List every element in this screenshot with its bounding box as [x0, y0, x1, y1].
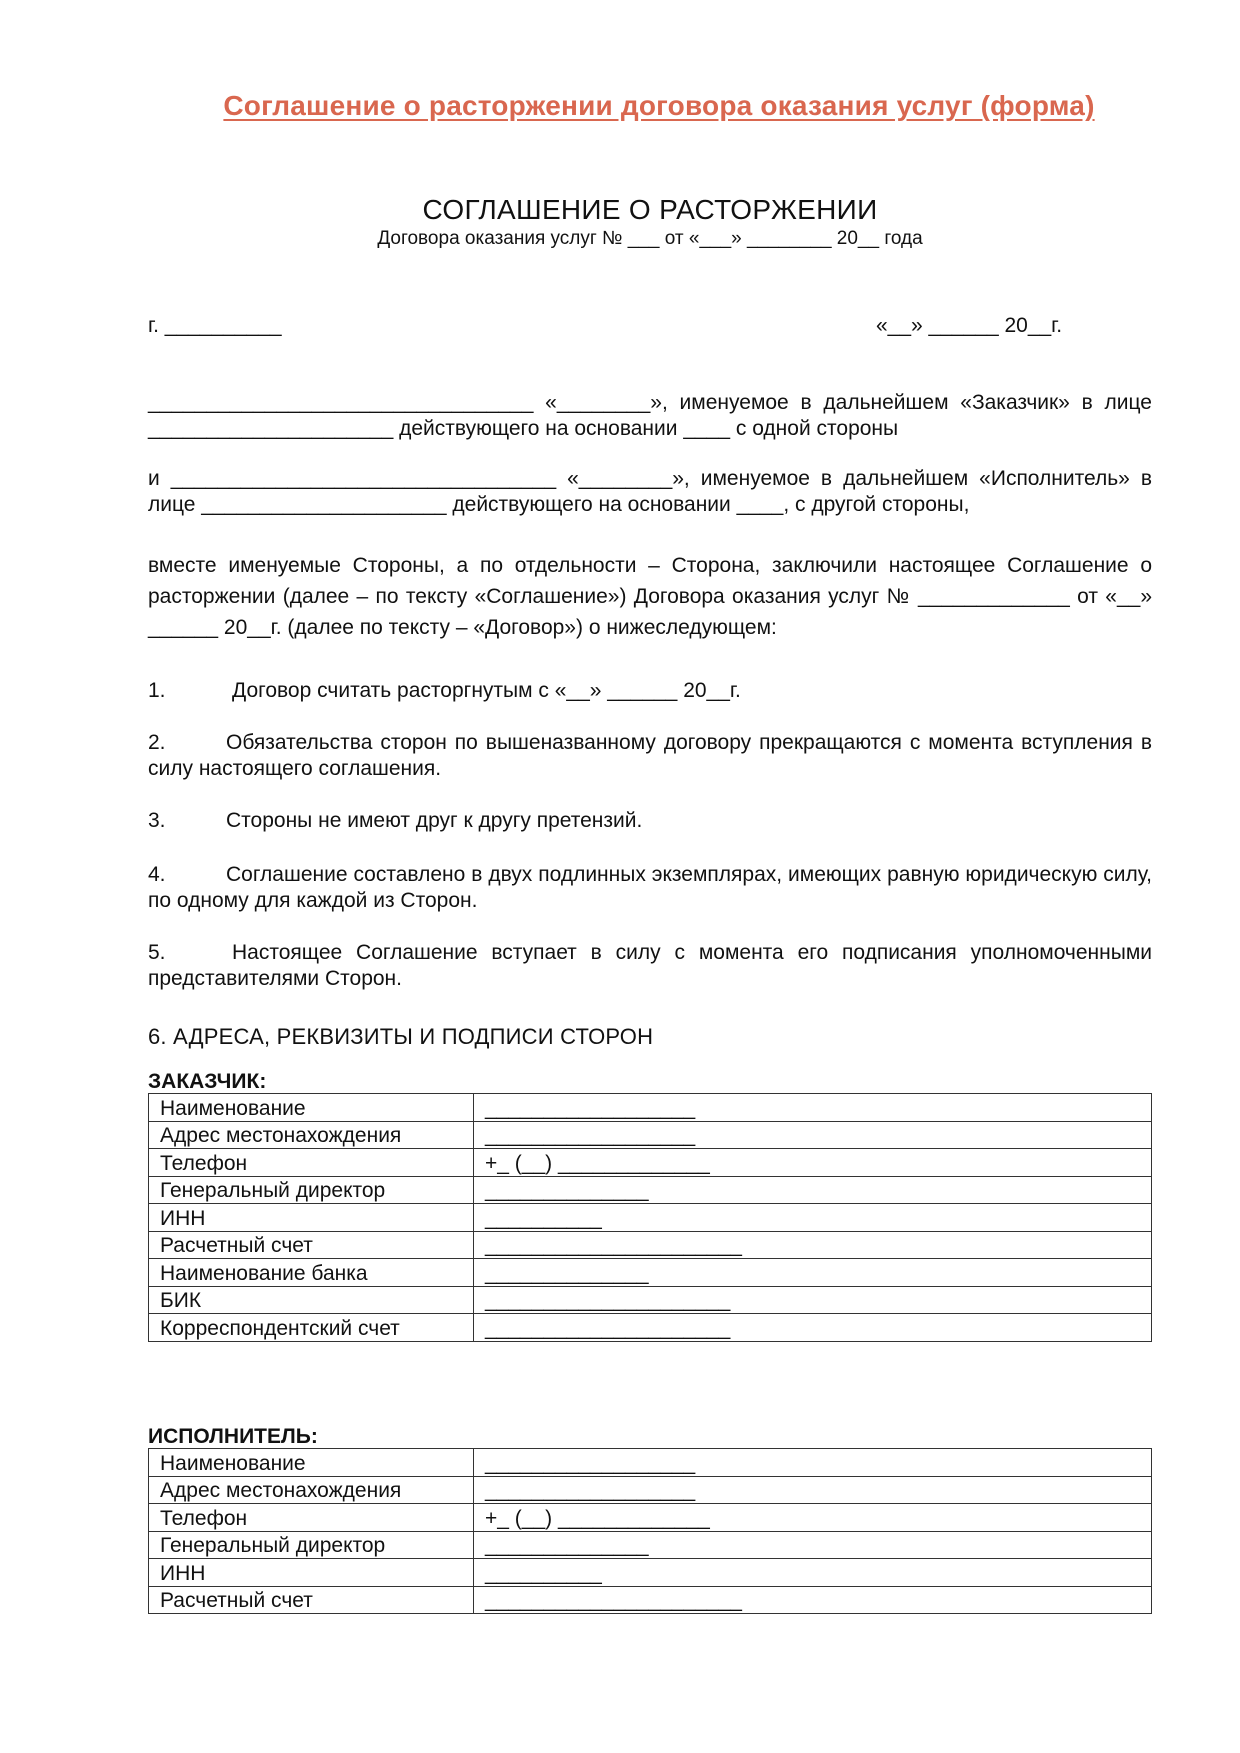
- requisite-label: БИК: [149, 1286, 474, 1314]
- requisite-label: Адрес местонахождения: [149, 1476, 474, 1504]
- table-row: [149, 1531, 1152, 1559]
- preamble-together: вместе именуемые Стороны, а по отдельности – Сторона, заключили настоящее Соглашение о расторжении (далее – по тексту «Соглашение») Договора оказания услуг № _____________ от «__» ______ 20__г. (далее по тексту – «Договор») о нижеследующем:: [148, 554, 1152, 639]
- table-row: [149, 1176, 1152, 1204]
- requisite-label: Генеральный директор: [149, 1176, 474, 1204]
- requisite-value: __________: [474, 1559, 1152, 1587]
- requisite-label: Наименование: [149, 1094, 474, 1122]
- date-field: «__» ______ 20__г.: [876, 314, 1063, 337]
- requisite-value: __________________: [474, 1476, 1152, 1504]
- clause-text: Стороны не имеют друг к другу претензий.: [226, 809, 643, 832]
- requisite-value: +_ (__) _____________: [474, 1504, 1152, 1532]
- clause-text: Обязательства сторон по вышеназванному договору прекращаются с момента вступления в силу настоящего соглашения.: [148, 731, 1152, 780]
- requisite-value: ______________: [474, 1176, 1152, 1204]
- requisite-label: Наименование банка: [149, 1259, 474, 1287]
- requisite-value: ______________: [474, 1531, 1152, 1559]
- clause-number: 5.: [148, 941, 166, 964]
- clause-text: Настоящее Соглашение вступает в силу с момента его подписания уполномоченными представителями Сторон.: [148, 941, 1152, 990]
- table-row: [149, 1559, 1152, 1587]
- clause-number: 3.: [148, 809, 166, 832]
- clause-4: [148, 862, 1152, 914]
- requisite-value: __________________: [474, 1121, 1152, 1149]
- customer-heading: ЗАКАЗЧИК:: [148, 1070, 267, 1093]
- table-row: [149, 1314, 1152, 1342]
- requisite-label: Телефон: [149, 1504, 474, 1532]
- requisite-label: ИНН: [149, 1204, 474, 1232]
- contractor-heading: ИСПОЛНИТЕЛЬ:: [148, 1425, 318, 1448]
- document-subtitle: Договора оказания услуг № ___ от «___» ________ 20__ года: [377, 228, 923, 249]
- requisite-value: __________________: [474, 1449, 1152, 1477]
- table-row: [149, 1121, 1152, 1149]
- clause-1: [148, 678, 1152, 704]
- requisite-label: Расчетный счет: [149, 1586, 474, 1614]
- requisite-value: ______________: [474, 1259, 1152, 1287]
- clause-number: 1.: [148, 679, 166, 702]
- table-row: [149, 1094, 1152, 1122]
- table-row: [149, 1231, 1152, 1259]
- requisite-value: __________: [474, 1204, 1152, 1232]
- clause-text: Договор считать расторгнутым с «__» ______ 20__г.: [232, 679, 741, 702]
- page-heading: Соглашение о расторжении договора оказания услуг (форма): [223, 90, 1095, 121]
- clause-number: 2.: [148, 731, 166, 754]
- requisite-label: Расчетный счет: [149, 1231, 474, 1259]
- customer-requisites-table: [148, 1093, 1152, 1342]
- table-row: [149, 1476, 1152, 1504]
- table-row: [149, 1204, 1152, 1232]
- clause-number: 4.: [148, 863, 166, 886]
- document-title: СОГЛАШЕНИЕ О РАСТОРЖЕНИИ: [422, 194, 878, 225]
- section-6-heading: 6. АДРЕСА, РЕКВИЗИТЫ И ПОДПИСИ СТОРОН: [148, 1024, 654, 1049]
- clause-5: [148, 940, 1152, 992]
- city-field: г. __________: [148, 314, 282, 337]
- requisite-label: Адрес местонахождения: [149, 1121, 474, 1149]
- requisite-label: Генеральный директор: [149, 1531, 474, 1559]
- table-row: [149, 1449, 1152, 1477]
- clause-2: [148, 730, 1152, 782]
- table-row: [149, 1286, 1152, 1314]
- requisite-value: ______________________: [474, 1231, 1152, 1259]
- table-row: [149, 1504, 1152, 1532]
- table-row: [149, 1586, 1152, 1614]
- requisite-label: ИНН: [149, 1559, 474, 1587]
- requisite-value: __________________: [474, 1094, 1152, 1122]
- requisite-value: +_ (__) _____________: [474, 1149, 1152, 1177]
- table-row: [149, 1149, 1152, 1177]
- requisite-label: Телефон: [149, 1149, 474, 1177]
- preamble-customer: _________________________________ «________», именуемое в дальнейшем «Заказчик» в лице _____________________ действующего на основании ____ с одной стороны: [148, 391, 1152, 440]
- preamble-contractor: и _________________________________ «________», именуемое в дальнейшем «Исполнитель» в лице _____________________ действующего на основании ____, с другой стороны,: [148, 467, 1152, 516]
- clause-3: [148, 808, 1152, 834]
- requisite-value: _____________________: [474, 1314, 1152, 1342]
- clause-text: Соглашение составлено в двух подлинных экземплярах, имеющих равную юридическую силу, по одному для каждой из Сторон.: [148, 863, 1152, 912]
- requisite-value: _____________________: [474, 1286, 1152, 1314]
- contractor-requisites-table: [148, 1448, 1152, 1614]
- requisite-value: ______________________: [474, 1586, 1152, 1614]
- requisite-label: Корреспондентский счет: [149, 1314, 474, 1342]
- table-row: [149, 1259, 1152, 1287]
- requisite-label: Наименование: [149, 1449, 474, 1477]
